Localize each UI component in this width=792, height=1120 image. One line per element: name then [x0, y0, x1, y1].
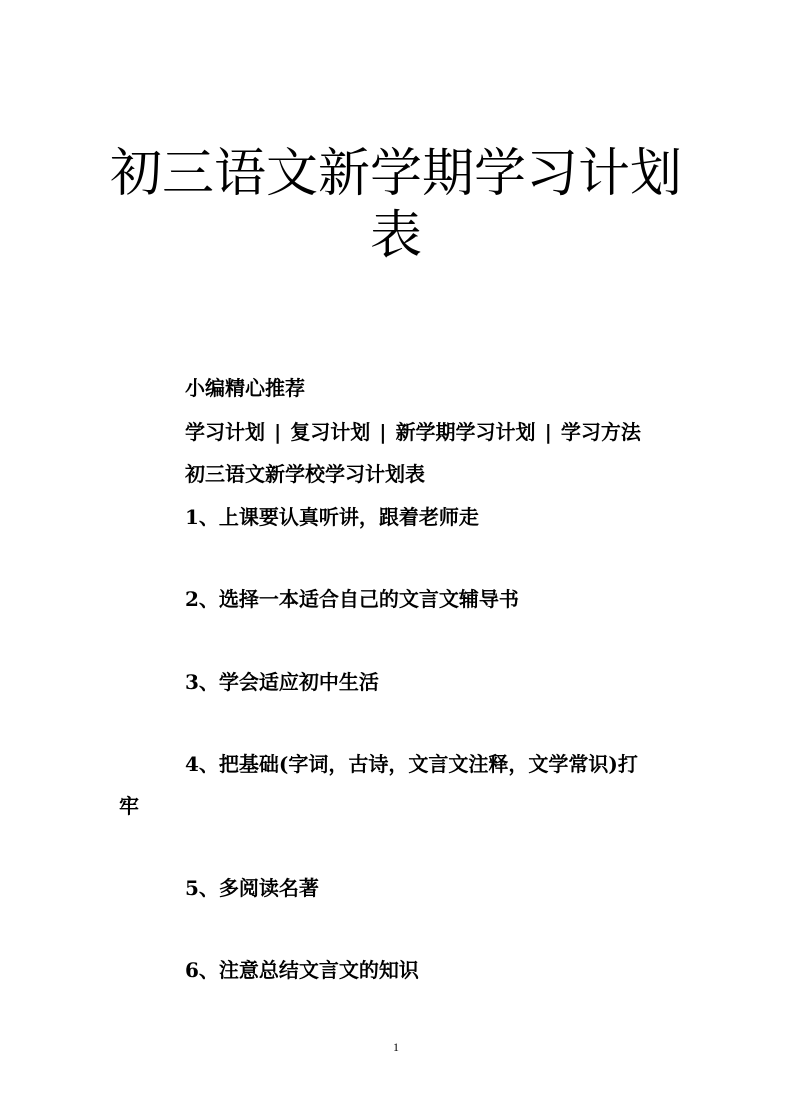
- link-separator: |: [274, 420, 282, 444]
- link-separator: |: [379, 420, 387, 444]
- list-item: 6、注意总结文言文的知识: [185, 958, 419, 982]
- related-links: [185, 418, 641, 446]
- link-new-semester-plan[interactable]: 新学期学习计划: [395, 420, 536, 444]
- link-review-plan[interactable]: 复习计划: [290, 420, 371, 444]
- document-subtitle: 初三语文新学校学习计划表: [185, 462, 425, 486]
- list-item: 2、选择一本适合自己的文言文辅导书: [185, 587, 519, 611]
- recommend-label: 小编精心推荐: [185, 376, 305, 400]
- document-title: 初三语文新学期学习计划: [109, 144, 682, 204]
- link-study-plan[interactable]: 学习计划: [185, 420, 265, 444]
- link-study-methods[interactable]: 学习方法: [560, 420, 641, 444]
- list-item-continuation: 牢: [119, 794, 139, 818]
- list-item: 4、把基础(字词，古诗，文言文注释，文学常识)打: [185, 752, 638, 776]
- list-item: 3、学会适应初中生活: [185, 670, 379, 694]
- link-separator: |: [544, 420, 552, 444]
- list-item: 1、上课要认真听讲，跟着老师走: [185, 505, 479, 529]
- page-number: 1: [393, 1040, 399, 1054]
- list-item: 5、多阅读名著: [185, 876, 319, 900]
- document-title-continuation: 表: [369, 206, 422, 266]
